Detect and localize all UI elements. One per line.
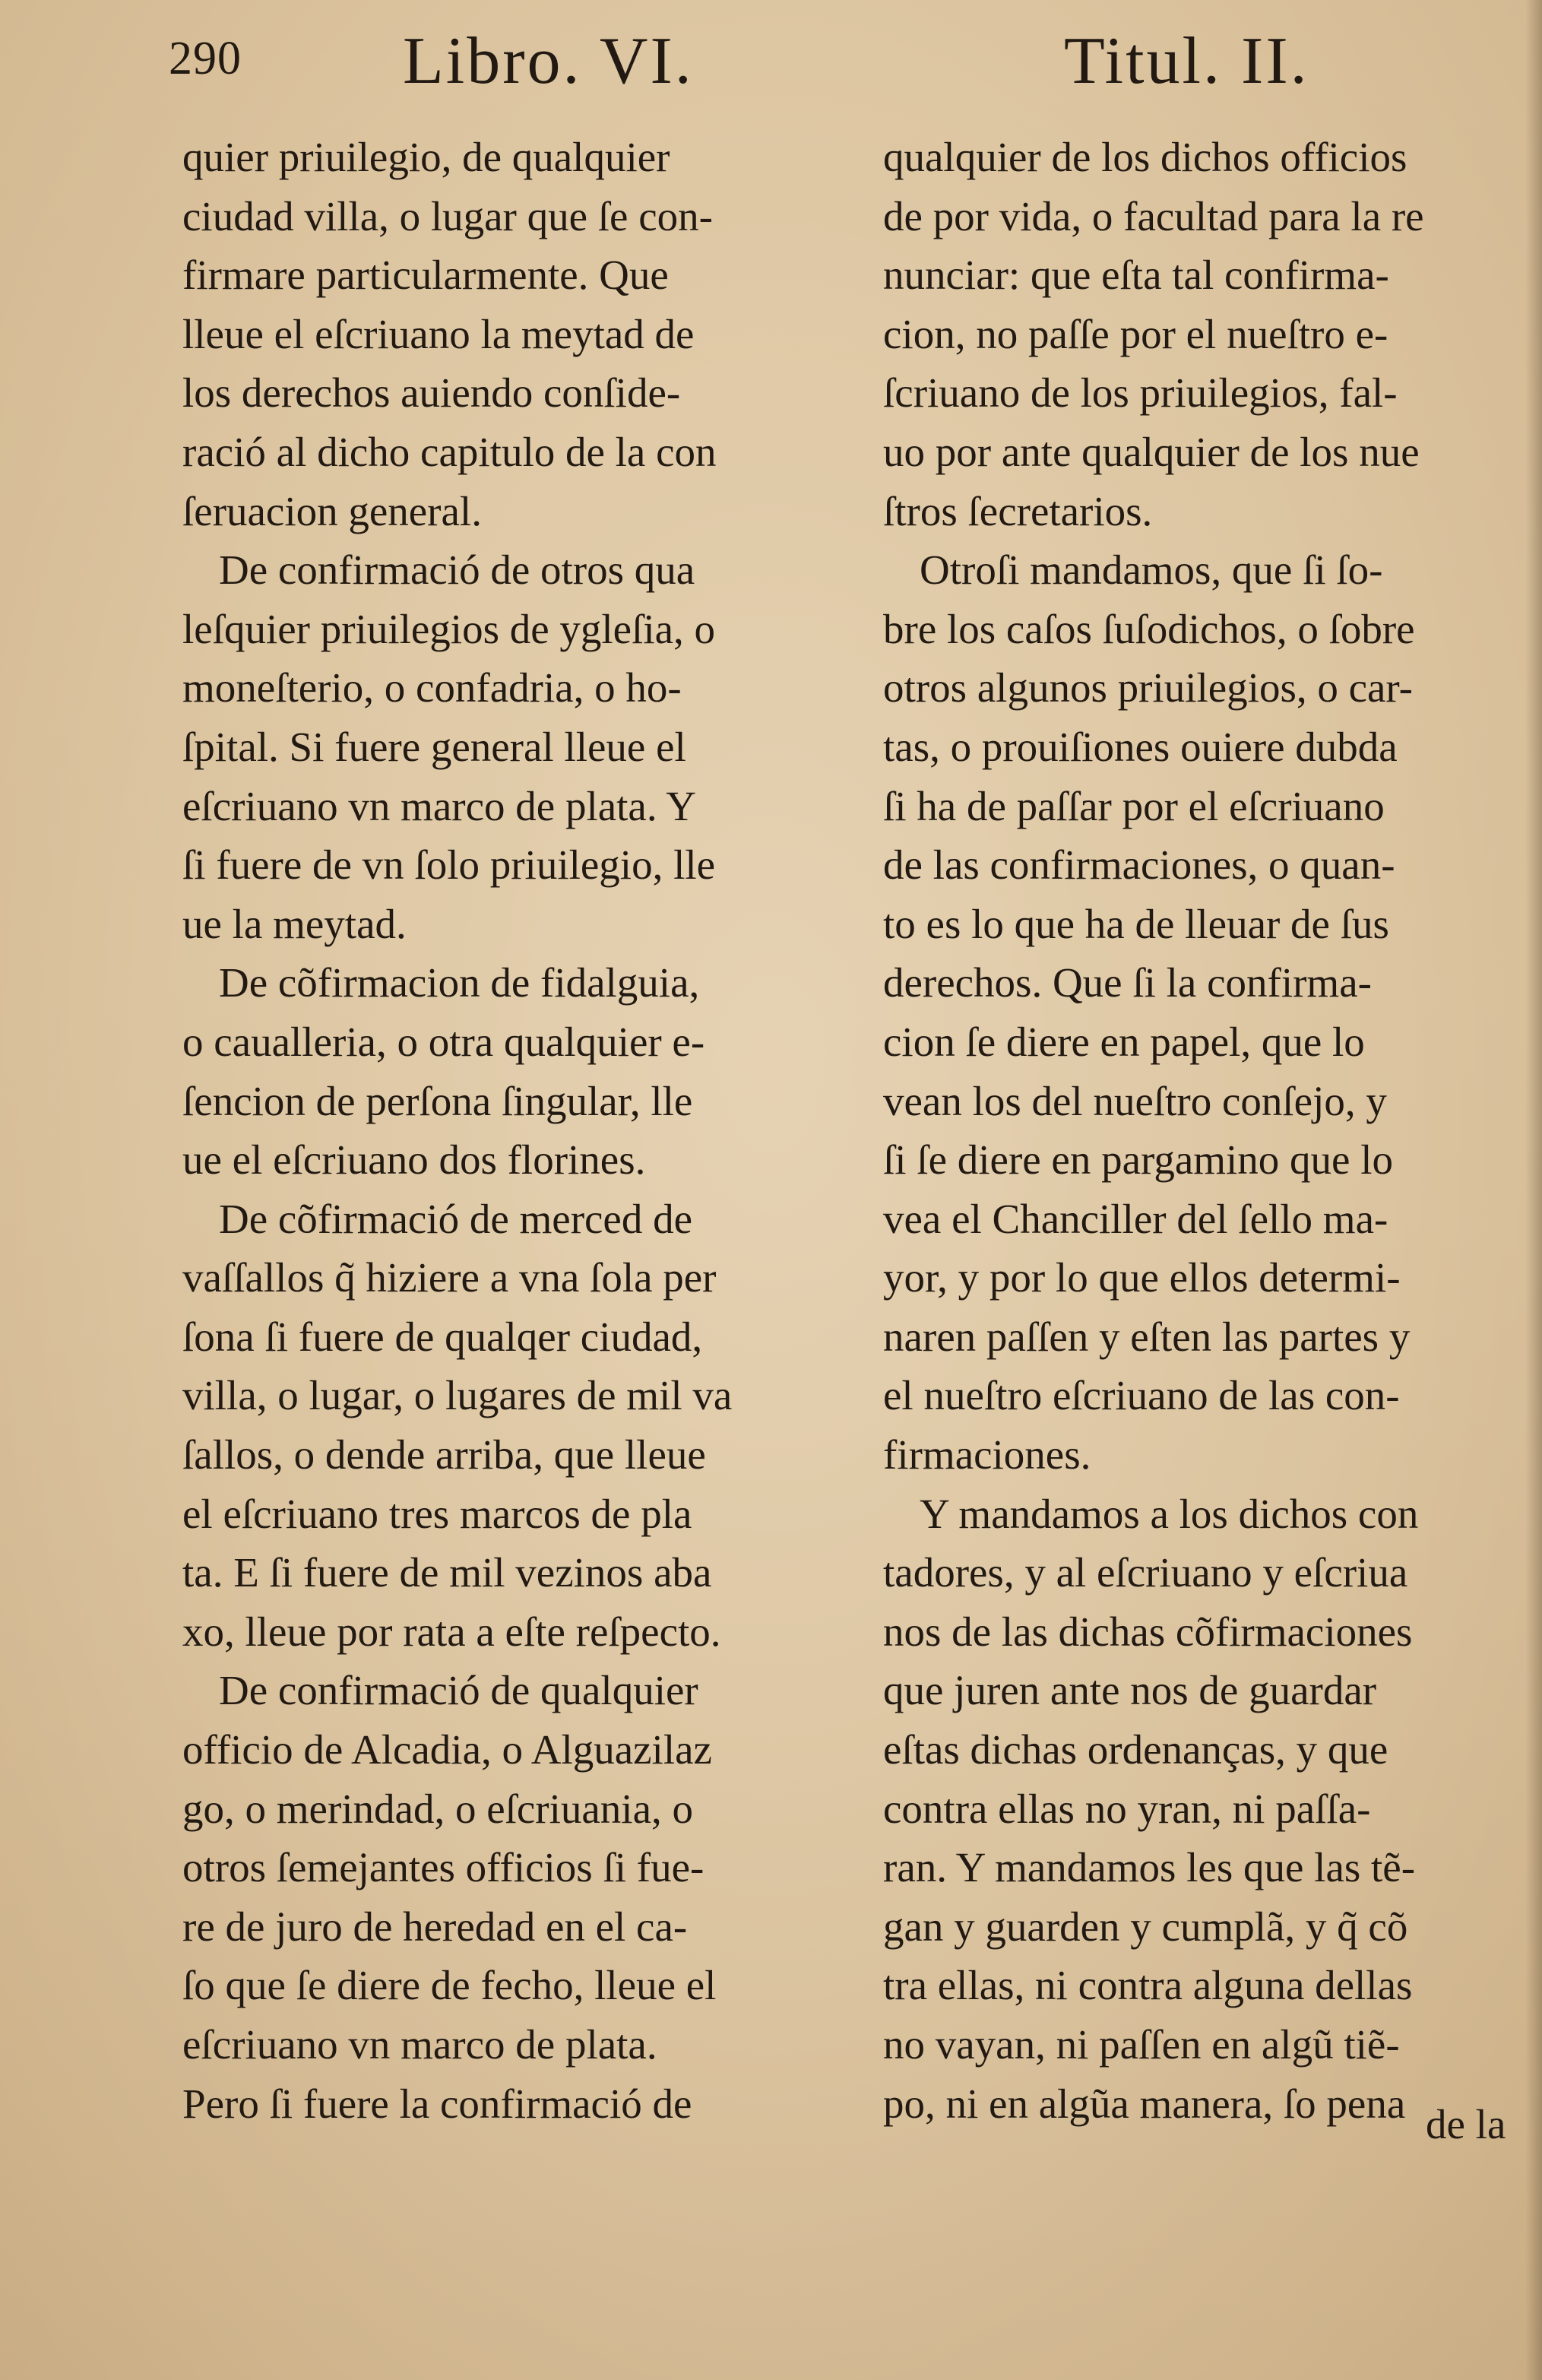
running-head-title: Titul. II. bbox=[1064, 24, 1309, 98]
text-line: quier priuilegio, de qualquier bbox=[182, 134, 670, 180]
text-line: De cõfirmació de merced de bbox=[219, 1195, 692, 1242]
text-line: o caualleria, o otra qualquier e- bbox=[182, 1018, 705, 1065]
text-line: Y mandamos a los dichos con bbox=[920, 1490, 1419, 1537]
text-line: tra ellas, ni contra alguna dellas bbox=[883, 1962, 1413, 2009]
text-line: ſtros ſecretarios. bbox=[883, 487, 1153, 534]
text-line: derechos. Que ſi la confirma- bbox=[883, 959, 1372, 1006]
page-header bbox=[0, 0, 1542, 114]
text-line: el eſcriuano tres marcos de pla bbox=[182, 1490, 692, 1537]
text-line: bre los caſos ſuſodichos, o ſobre bbox=[883, 605, 1415, 652]
text-line: de por vida, o facultad para la re bbox=[883, 192, 1424, 239]
text-line: ſeruacion general. bbox=[182, 487, 482, 534]
page-edge-shadow bbox=[1525, 0, 1542, 2380]
text-line: eſtas dichas ordenanças, y que bbox=[883, 1726, 1388, 1773]
text-line: ue el eſcriuano dos florines. bbox=[182, 1136, 646, 1184]
text-line: uo por ante qualquier de los nue bbox=[883, 428, 1420, 475]
text-line: ſi ha de paſſar por el eſcriuano bbox=[883, 782, 1385, 829]
text-line: contra ellas no yran, ni paſſa- bbox=[883, 1785, 1371, 1832]
text-line: moneſterio, o confadria, o ho- bbox=[182, 664, 682, 711]
text-line: ſo que ſe diere de fecho, lleue el bbox=[182, 1962, 717, 2009]
text-line: no vayan, ni paſſen en algũ tiẽ- bbox=[883, 2021, 1400, 2068]
text-line: eſcriuano vn marco de plata. Y bbox=[182, 782, 697, 829]
text-line: ſcriuano de los priuilegios, fal- bbox=[883, 369, 1398, 417]
text-line: firmare particularmente. Que bbox=[182, 252, 669, 299]
text-line: lleue el eſcriuano la meytad de bbox=[182, 310, 695, 357]
text-line: De confirmació de qualquier bbox=[219, 1667, 698, 1714]
text-line: nos de las dichas cõfirmaciones bbox=[883, 1608, 1413, 1655]
text-line: ſona ſi fuere de qualqer ciudad, bbox=[182, 1313, 703, 1360]
text-line: ſpital. Si fuere general lleue el bbox=[182, 723, 686, 770]
text-line: villa, o lugar, o lugares de mil va bbox=[182, 1372, 733, 1419]
right-text-column bbox=[883, 128, 1521, 2133]
text-line: re de juro de heredad en el ca- bbox=[182, 1903, 688, 1950]
text-line: ue la meytad. bbox=[182, 900, 407, 947]
text-line: vean los del nueſtro conſejo, y bbox=[883, 1077, 1387, 1124]
text-line: ſencion de perſona ſingular, lle bbox=[182, 1077, 693, 1124]
text-line: ració al dicho capitulo de la con bbox=[182, 428, 717, 475]
text-line: De cõfirmacion de fidalguia, bbox=[219, 959, 700, 1006]
text-line: de las confirmaciones, o quan- bbox=[883, 841, 1395, 889]
text-line: ran. Y mandamos les que las tẽ- bbox=[883, 1844, 1416, 1891]
text-line: ſi ſe diere en pargamino que lo bbox=[883, 1136, 1393, 1184]
text-line: Otroſi mandamos, que ſi ſo- bbox=[920, 547, 1383, 594]
text-line: ta. E ſi fuere de mil vezinos aba bbox=[182, 1549, 712, 1596]
text-line: to es lo que ha de lleuar de ſus bbox=[883, 900, 1389, 947]
text-line: po, ni en algũa manera, ſo pena bbox=[883, 2080, 1406, 2127]
text-line: ſallos, o dende arriba, que lleue bbox=[182, 1431, 706, 1478]
text-line: nunciar: que eſta tal confirma- bbox=[883, 252, 1389, 299]
text-line: go, o merindad, o eſcriuania, o bbox=[182, 1785, 694, 1832]
text-line: officio de Alcadia, o Alguazilaz bbox=[182, 1726, 712, 1773]
text-line: Pero ſi fuere la confirmació de bbox=[182, 2080, 692, 2127]
text-line: De confirmació de otros qua bbox=[219, 547, 695, 594]
text-line: cion ſe diere en papel, que lo bbox=[883, 1018, 1365, 1065]
text-line: tas, o prouiſiones ouiere dubda bbox=[883, 723, 1398, 770]
left-text-column bbox=[182, 128, 836, 2133]
text-line: xo, lleue por rata a eſte reſpecto. bbox=[182, 1608, 721, 1655]
text-line: el nueſtro eſcriuano de las con- bbox=[883, 1372, 1400, 1419]
text-line: vea el Chanciller del ſello ma- bbox=[883, 1195, 1388, 1242]
text-line: qualquier de los dichos officios bbox=[883, 134, 1407, 180]
text-line: otros ſemejantes officios ſi fue- bbox=[182, 1844, 705, 1891]
text-line: naren paſſen y eſten las partes y bbox=[883, 1313, 1411, 1360]
text-line: eſcriuano vn marco de plata. bbox=[182, 2021, 657, 2068]
text-line: yor, y por lo que ellos determi- bbox=[883, 1254, 1401, 1301]
text-line: cion, no paſſe por el nueſtro e- bbox=[883, 310, 1388, 357]
text-line: firmaciones. bbox=[883, 1431, 1091, 1478]
text-line: ciudad villa, o lugar que ſe con- bbox=[182, 192, 713, 239]
catchword: de la bbox=[1426, 2101, 1506, 2147]
page-number: 290 bbox=[169, 33, 242, 84]
text-line: los derechos auiendo conſide- bbox=[182, 369, 681, 417]
text-line: tadores, y al eſcriuano y eſcriua bbox=[883, 1549, 1408, 1596]
text-line: ſi fuere de vn ſolo priuilegio, lle bbox=[182, 841, 716, 889]
running-head-book: Libro. VI. bbox=[403, 24, 694, 98]
text-line: gan y guarden y cumplã, y q̃ cõ bbox=[883, 1903, 1408, 1950]
text-line: vaſſallos q̃ hiziere a vna ſola per bbox=[182, 1254, 717, 1301]
text-line: otros algunos priuilegios, o car- bbox=[883, 664, 1413, 711]
text-line: leſquier priuilegios de ygleſia, o bbox=[182, 605, 716, 652]
text-line: que juren ante nos de guardar bbox=[883, 1667, 1377, 1714]
